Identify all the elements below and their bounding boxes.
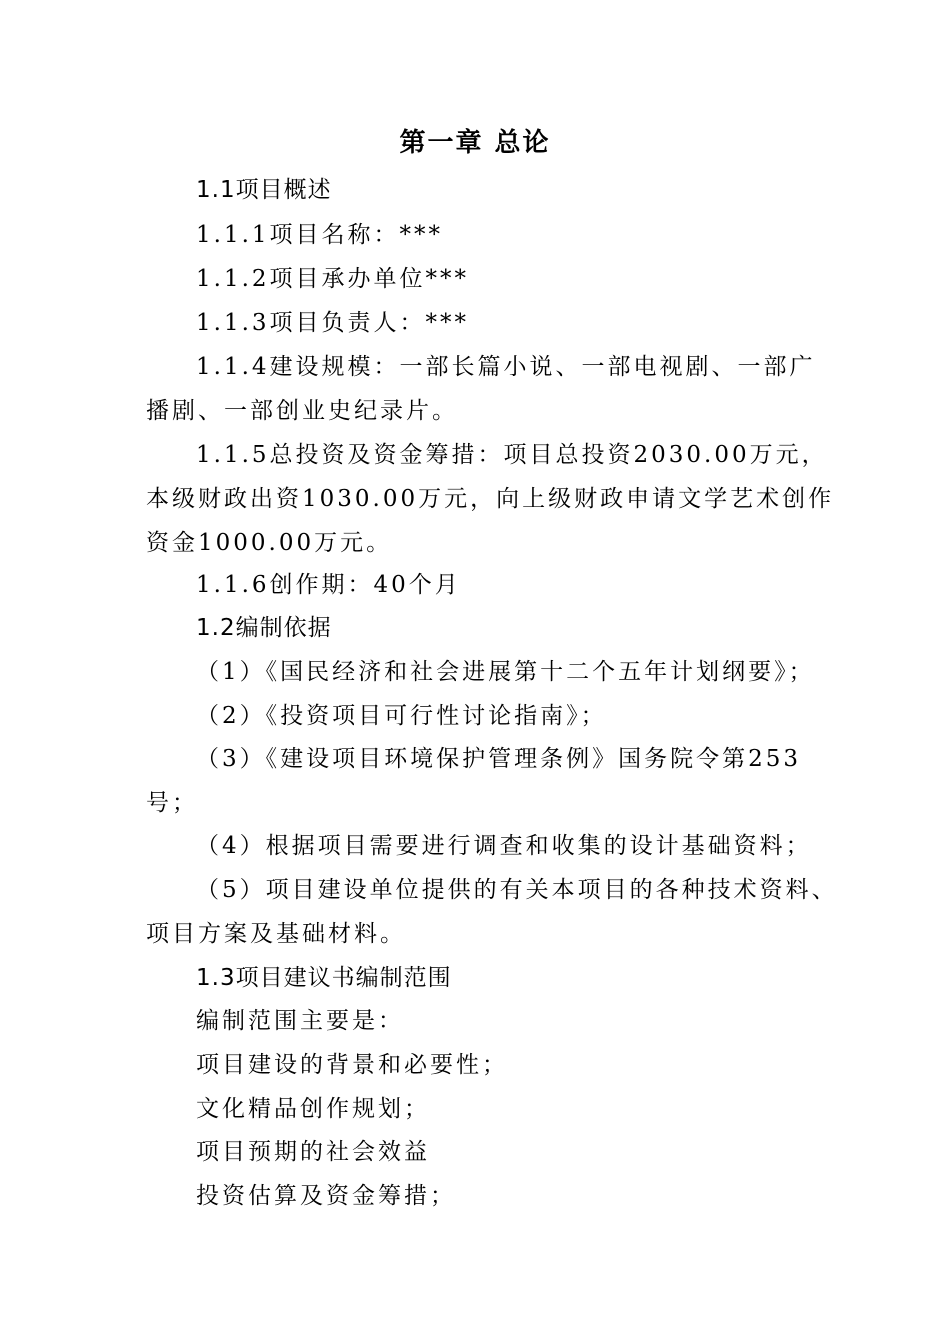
reference-5-line-2: 项目方案及基础材料。 [146, 921, 406, 947]
scope-intro: 编制范围主要是： [196, 1008, 404, 1034]
construction-scale-line-1: 1.1.4建设规模：一部长篇小说、一部电视剧、一部广 [196, 354, 816, 380]
project-leader-line: 1.1.3项目负责人：*** [196, 310, 470, 336]
investment-line-3: 资金1000.00万元。 [146, 530, 393, 556]
scope-item-2: 文化精品创作规划； [196, 1096, 430, 1122]
reference-4: （4）根据项目需要进行调查和收集的设计基础资料； [196, 833, 812, 859]
chapter-title: 第一章 总论 [399, 128, 551, 158]
reference-3-line-1: （3）《建设项目环境保护管理条例》国务院令第253 [196, 746, 802, 772]
scope-item-4: 投资估算及资金筹措； [196, 1183, 456, 1209]
section-heading-1-3: 1.3项目建议书编制范围 [196, 965, 452, 991]
reference-3-line-2: 号； [146, 790, 198, 816]
section-heading-1-2: 1.2编制依据 [196, 615, 332, 641]
reference-1: （1）《国民经济和社会进展第十二个五年计划纲要》； [196, 659, 815, 685]
project-name-line: 1.1.1项目名称：*** [196, 222, 444, 248]
scope-item-3: 项目预期的社会效益 [196, 1139, 430, 1165]
investment-line-1: 1.1.5总投资及资金筹措：项目总投资2030.00万元， [196, 442, 828, 468]
construction-scale-line-2: 播剧、一部创业史纪录片。 [146, 398, 458, 424]
section-heading-1-1: 1.1项目概述 [196, 177, 332, 203]
reference-2: （2）《投资项目可行性讨论指南》； [196, 703, 607, 729]
creation-period-line: 1.1.6创作期：40个月 [196, 572, 461, 598]
investment-line-2: 本级财政出资1030.00万元，向上级财政申请文学艺术创作 [146, 486, 835, 512]
reference-5-line-1: （5）项目建设单位提供的有关本项目的各种技术资料、 [196, 877, 838, 903]
scope-item-1: 项目建设的背景和必要性； [196, 1052, 508, 1078]
project-organizer-line: 1.1.2项目承办单位*** [196, 266, 470, 292]
